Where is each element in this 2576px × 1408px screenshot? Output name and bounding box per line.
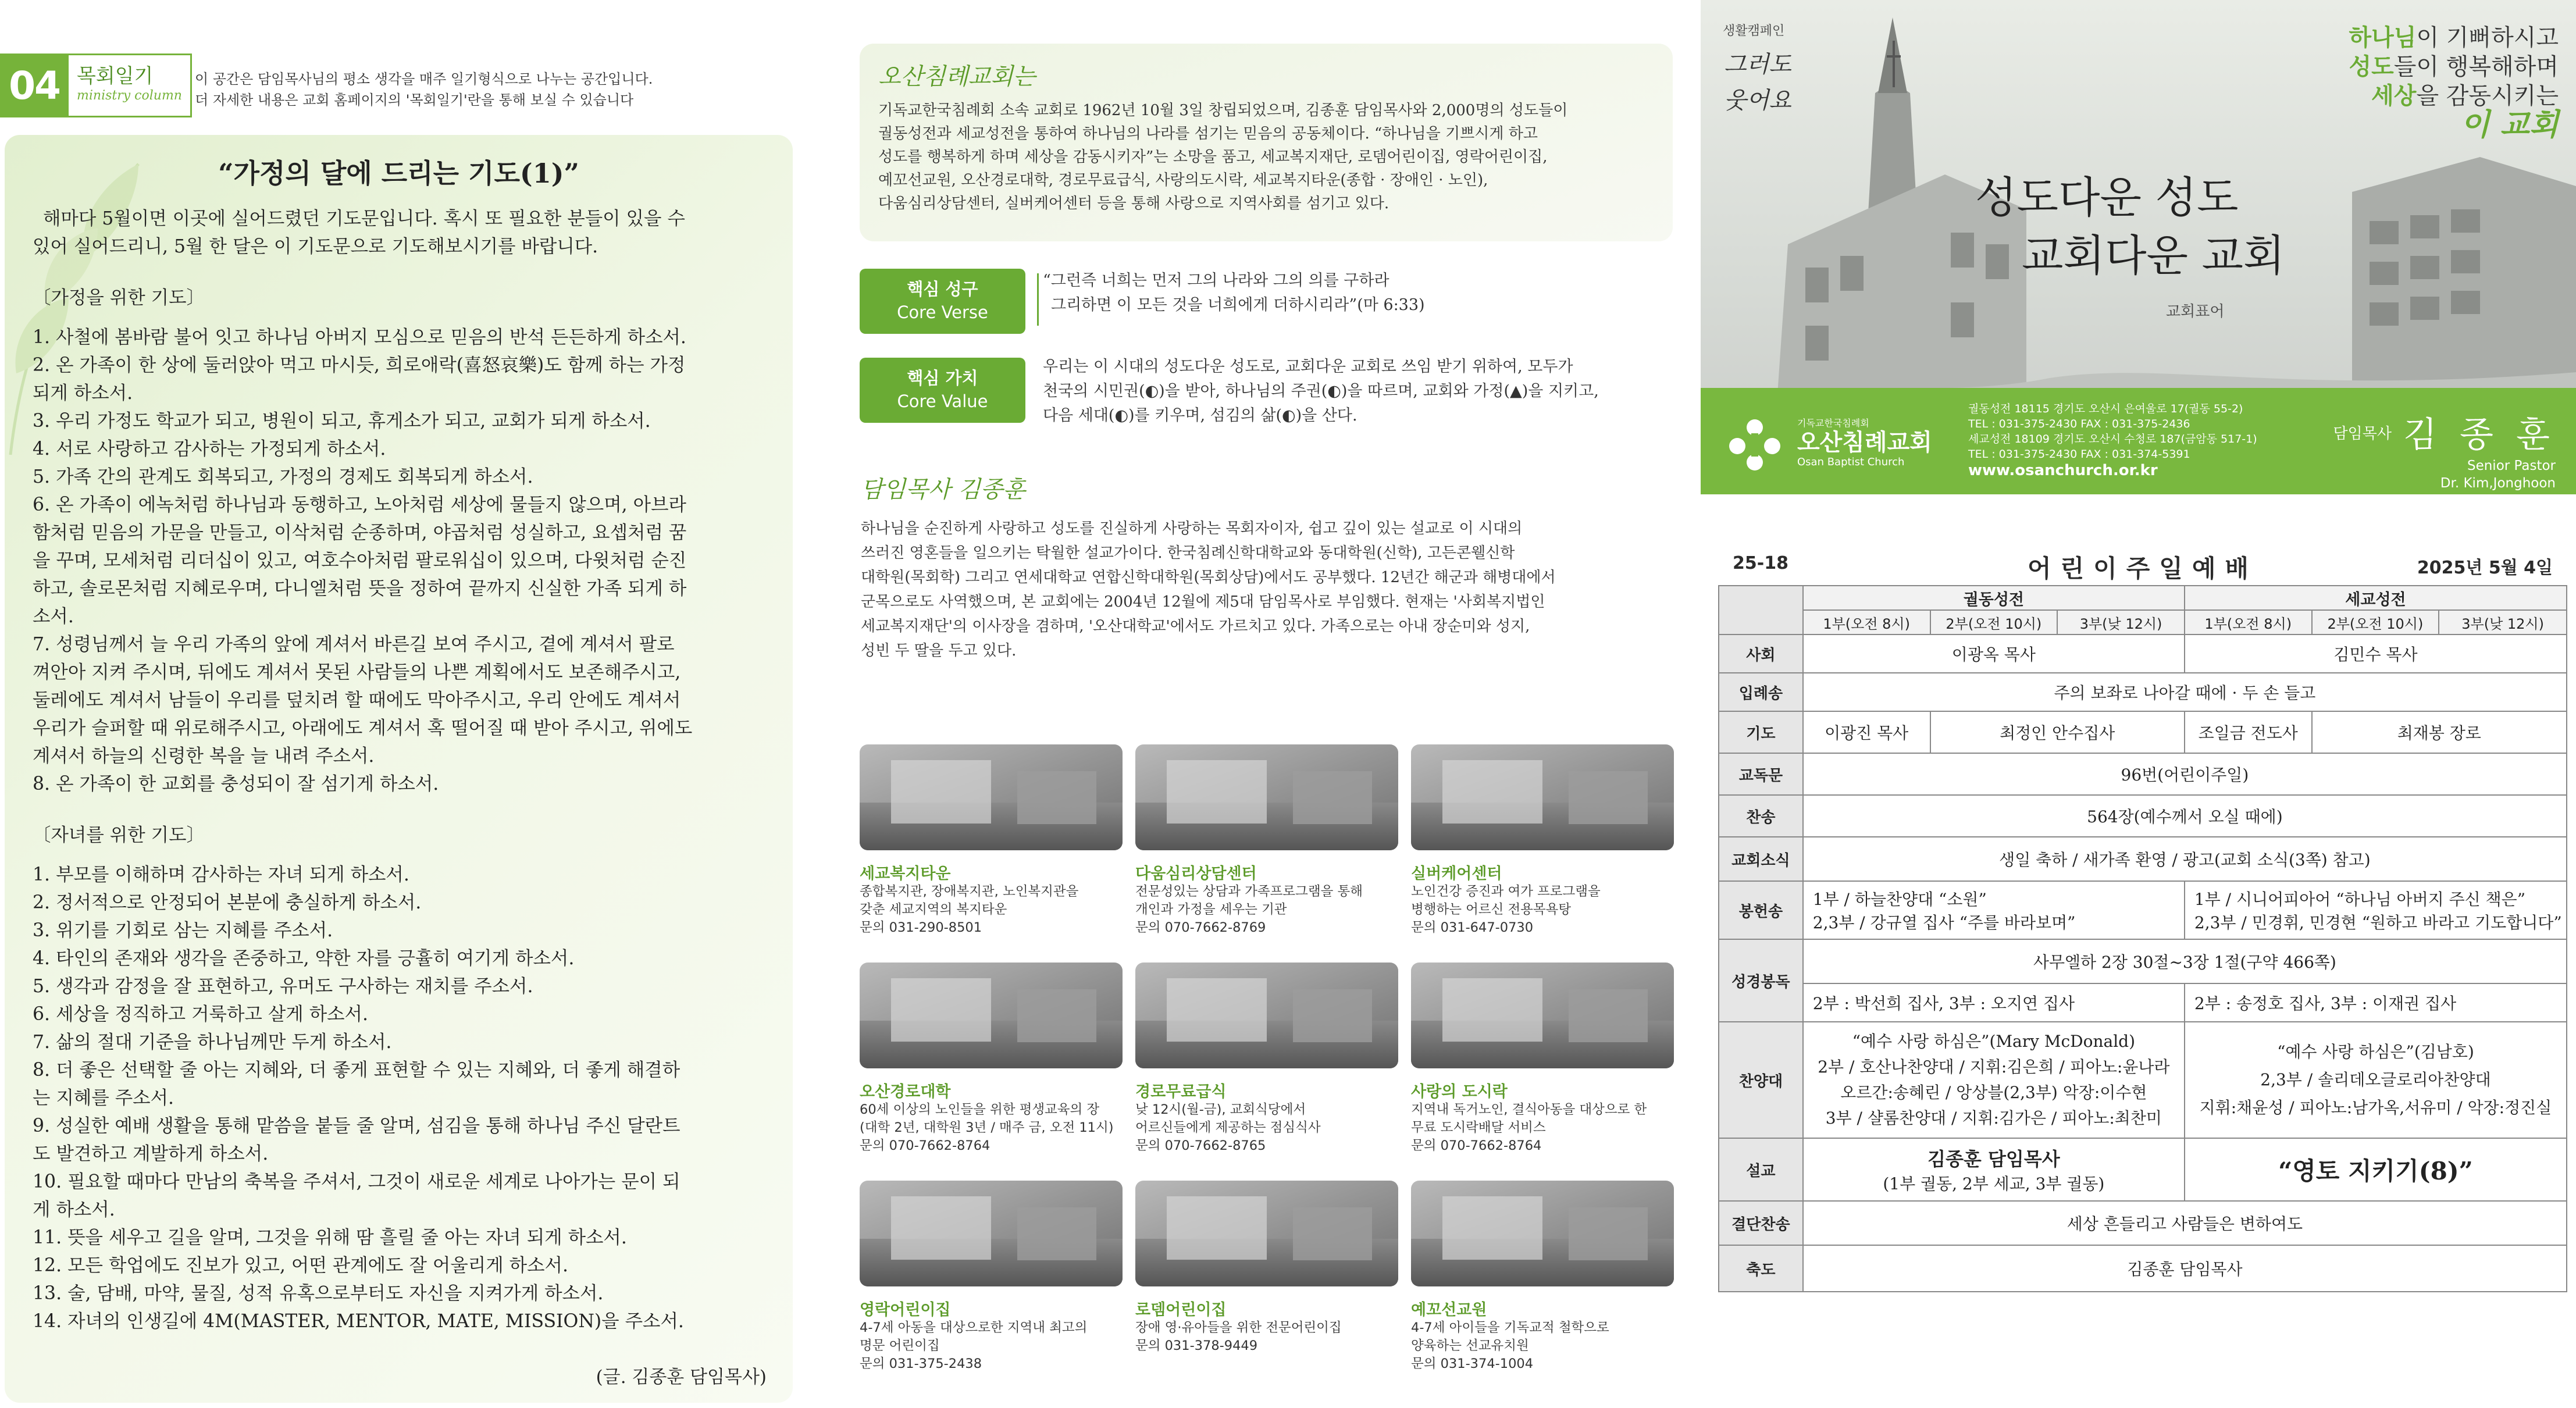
cover-panel — [1701, 0, 2576, 1408]
table-row — [1719, 711, 2567, 753]
value-line: 천국의 시민권(◐)을 받아, 하나님의 주권(◐)을 따르며, 교회와 가정(▲)을 지키고, — [1043, 382, 1599, 400]
about-box — [860, 44, 1673, 241]
section-desc-line: 더 자세한 내용은 교회 홈페이지의 '목회일기'란을 통해 보실 수 있습니다 — [195, 92, 634, 108]
service-slot: 2부(오전 10시) — [2312, 610, 2439, 635]
row-label: 성경봉독 — [1719, 939, 1803, 1022]
table-row — [1719, 983, 2567, 1022]
row-label: 축도 — [1719, 1245, 1803, 1292]
table-row — [1719, 1245, 2567, 1292]
table-cell: 생일 축하 / 새가족 환영 / 광고(교회 소식(3쪽) 참고) — [1803, 837, 2567, 881]
letter-intro-line: 해마다 5월이면 이곳에 실어드렸던 기도문입니다. 혹시 또 필요한 분들이 있을 수 — [43, 208, 685, 229]
church-denomination: 기독교한국침례회 — [1797, 418, 1869, 429]
table-cell — [2185, 1022, 2567, 1138]
prayer-line: 을 꾸며, 모세처럼 리더십이 있고, 여호수아처럼 팔로워십이 있으며, 다윗처럼 순진 — [33, 550, 687, 571]
ministry-desc-line: 어르신들에게 제공하는 점심식사 — [1135, 1120, 1321, 1135]
row-label: 입례송 — [1719, 673, 1803, 711]
table-cell — [1803, 1138, 2185, 1201]
prayer-line: 계셔서 하늘의 신령한 복을 늘 내려 주소서. — [33, 746, 375, 767]
church-motto — [1975, 169, 2285, 285]
slot-header-row — [1719, 610, 2567, 635]
prayer-line: 2. 정서적으로 안정되어 본분에 충실하게 하소서. — [33, 892, 422, 913]
address-line: TEL : 031-375-2430 FAX : 031-374-5391 — [1968, 448, 2190, 461]
section-desc-line: 이 공간은 담임목사님의 평소 생각을 매주 일기형식으로 나누는 공간입니다. — [195, 71, 653, 87]
section-badge — [0, 54, 192, 117]
campaign-title: 그러도 웃어요 — [1724, 51, 1791, 114]
table-row — [1719, 673, 2567, 711]
prayer-line: 되게 하소서. — [33, 383, 133, 404]
ministry-description — [1135, 1101, 1400, 1155]
service-slot: 3부(낮 12시) — [2057, 610, 2185, 635]
table-cell: 96번(어린이주일) — [1803, 753, 2567, 795]
pastor-line: 대학원(목회학) 그리고 연세대학교 연합신학대학원(목회상담)에서도 공부했다. 12년간 해군과 해병대에서 — [861, 569, 1556, 586]
ministry-desc-line: 무료 도시락배달 서비스 — [1411, 1120, 1546, 1135]
table-cell — [2185, 881, 2567, 939]
ministry-desc-line: 문의 031-647-0730 — [1411, 920, 1534, 935]
bulletin-date: 2025년 5월 4일 — [2417, 558, 2553, 578]
ministry-photo — [1135, 1181, 1398, 1286]
ministry-description — [1135, 883, 1400, 937]
ministry-title: 다움심리상담센터 — [1135, 865, 1257, 883]
pastor-title: 담임목사 김종훈 — [861, 476, 1026, 503]
ministry-desc-line: (대학 2년, 대학원 3년 / 매주 금, 오전 11시) — [860, 1120, 1114, 1135]
prayer-line: 6. 온 가족이 에녹처럼 하나님과 동행하고, 노아처럼 세상에 물들지 않으며, 아브라 — [33, 494, 686, 515]
prayer-line: 8. 더 좋은 선택할 줄 아는 지혜와, 더 좋게 표현할 수 있는 지혜와, 더 좋게 해결하 — [33, 1060, 680, 1081]
ministry-title: 예꼬선교원 — [1411, 1301, 1487, 1319]
ministry-desc-line: 4-7세 아이들을 기독교적 철학으로 — [1411, 1320, 1609, 1335]
ministry-desc-line: 문의 031-374-1004 — [1411, 1356, 1534, 1371]
ministry-description — [860, 883, 1124, 937]
pastor-line: 성빈 두 딸을 두고 있다. — [861, 642, 1017, 660]
ministry-desc-line: 문의 031-290-8501 — [860, 920, 982, 935]
offering-line: 2,3부 / 민경휘, 민경현 “원하고 바라고 기도합니다” — [2194, 913, 2562, 932]
order-of-service-table — [1718, 585, 2567, 1292]
slogan-keyword: 하나님 — [2349, 24, 2417, 51]
section-description — [195, 69, 771, 110]
table-cell: 세상 흔들리고 사람들은 변하여도 — [1803, 1201, 2567, 1245]
preacher-note: (1부 궐동, 2부 세교, 3부 궐동) — [1883, 1174, 2105, 1193]
table-cell: 조일금 전도사 — [2185, 711, 2312, 753]
ministry-desc-line: 갖춘 세교지역의 복지타운 — [860, 902, 1007, 917]
table-row — [1719, 753, 2567, 795]
about-line: 기독교한국침례회 소속 교회로 1962년 10월 3일 창립되었으며, 김종훈 담임목사와 2,000명의 성도들이 — [878, 102, 1568, 119]
letter-body — [33, 205, 771, 1335]
preacher-name: 김종훈 담임목사 — [1927, 1148, 2060, 1170]
corner-cell — [1719, 586, 1803, 635]
prayer-line: 8. 온 가족이 한 교회를 충성되이 잘 섬기게 하소서. — [33, 773, 439, 794]
choir-line: 2부 / 호산나찬양대 / 지휘:김은희 / 피아노:윤나라 — [1818, 1057, 2170, 1077]
ministry-title: 실버케어센터 — [1411, 865, 1502, 883]
core-verse-label-en: Core Verse — [897, 302, 988, 322]
table-cell: 주의 보좌로 나아갈 때에 · 두 손 들고 — [1803, 673, 2567, 711]
row-label: 찬송 — [1719, 795, 1803, 837]
church-name-block — [1797, 416, 1932, 468]
section-name — [69, 54, 192, 117]
pastor-signature — [2333, 407, 2556, 492]
address-line: 궐동성전 18115 경기도 오산시 은여울로 17(궐동 55-2) — [1968, 402, 2243, 415]
core-value-label-ko: 핵심 가치 — [907, 368, 978, 388]
bulletin-title: 어린이주일예배 — [2027, 554, 2258, 583]
table-row — [1719, 1201, 2567, 1245]
choir-line: “예수 사랑 하심은”(김남호) — [2277, 1042, 2474, 1061]
prayer-line: 둘레에도 계셔서 남들이 우리를 덮치려 할 때에도 막아주시고, 우리 안에도 계셔서 — [33, 690, 681, 711]
value-line: 우리는 이 시대의 성도다운 성도로, 교회다운 교회로 쓰임 받기 위하여, 모두가 — [1043, 358, 1573, 376]
ministry-photo — [1411, 744, 1674, 850]
prayer-line: 4. 서로 사랑하고 감사하는 가정되게 하소서. — [33, 439, 386, 459]
table-cell: 김종훈 담임목사 — [1803, 1245, 2567, 1292]
church-name: 오산침례교회 — [1797, 429, 1932, 456]
ministry-description — [860, 1101, 1124, 1155]
ministry-photo — [1411, 1181, 1674, 1286]
service-slot: 1부(오전 8시) — [2185, 610, 2312, 635]
ministry-desc-line: 낮 12시(월-금), 교회식당에서 — [1135, 1102, 1306, 1117]
table-row — [1719, 881, 2567, 939]
prayer-line: 7. 성령님께서 늘 우리 가족의 앞에 계셔서 바른길 보여 주시고, 곁에 계셔서 팔로 — [33, 634, 675, 655]
prayer-line: 11. 뜻을 세우고 길을 알며, 그것을 위해 땀 흘릴 줄 아는 자녀 되게 하소서. — [33, 1227, 627, 1248]
church-slogan — [2349, 23, 2559, 140]
ministry-desc-line: 양육하는 선교유치원 — [1411, 1338, 1529, 1353]
ministry-photo — [860, 1181, 1123, 1286]
bulletin-header — [1733, 550, 2553, 583]
motto-line: 성도다운 성도 — [1975, 173, 2239, 223]
ministry-desc-line: 명문 어린이집 — [860, 1338, 940, 1353]
pastor-title-en: Senior Pastor — [2467, 458, 2556, 473]
prayer-line: 13. 술, 담배, 마약, 물질, 성적 유혹으로부터도 자신을 지켜가게 하소서. — [33, 1283, 604, 1304]
campaign-label: 생활캠페인 — [1723, 24, 1785, 38]
section-name-ko: 목회일기 — [77, 65, 154, 88]
table-cell — [1803, 881, 2185, 939]
row-label: 기도 — [1719, 711, 1803, 753]
ministry-title: 로뎀어린이집 — [1135, 1301, 1227, 1319]
ministry-photo — [860, 744, 1123, 850]
about-text — [878, 99, 1663, 215]
core-value-label-en: Core Value — [897, 391, 988, 411]
prayer-line: 3. 위기를 기회로 삼는 지혜를 주소서. — [33, 920, 333, 941]
prayer-line: 하고, 솔로몬처럼 지혜로우며, 다니엘처럼 뜻을 정하여 끝까지 신실한 가족 되게 하 — [33, 578, 687, 599]
about-line: 예꼬선교원, 오산경로대학, 경로무료급식, 사랑의도시락, 세교복지타운(종합 · 장애인 · 노인), — [878, 172, 1488, 189]
table-cell: 2부 : 송정호 집사, 3부 : 이재권 집사 — [2185, 983, 2567, 1022]
table-cell — [1803, 1022, 2185, 1138]
choir-line: 2,3부 / 솔리데오글로리아찬양대 — [2260, 1070, 2491, 1089]
ministry-description — [1411, 1319, 1676, 1373]
sermon-title: “영토 지키기(8)” — [2278, 1157, 2473, 1185]
pastor-line: 세교복지재단'의 이사장을 겸하며, '오산대학교'에서도 가르치고 있다. 가족으로는 아내 장순미와 성지, — [861, 618, 1530, 635]
about-line: 다움심리상담센터, 실버케어센터 등을 통해 사랑으로 지역사회를 섬기고 있다. — [878, 195, 1389, 212]
ministry-desc-line: 문의 031-375-2438 — [860, 1356, 982, 1371]
prayer-line: 함처럼 믿음의 가문을 만들고, 이삭처럼 순종하며, 야곱처럼 성실하고, 요셉처럼 꿈 — [33, 522, 687, 543]
church-address — [1968, 401, 2294, 478]
prayer-line: 소서. — [33, 606, 74, 627]
choir-line: “예수 사랑 하심은”(Mary McDonald) — [1852, 1032, 2136, 1051]
table-row — [1719, 635, 2567, 673]
slogan-keyword: 성도 — [2349, 54, 2394, 80]
pastor-line: 하나님을 순진하게 사랑하고 성도를 진실하게 사랑하는 목회자이자, 쉽고 깊이 있는 설교로 이 시대의 — [861, 520, 1523, 537]
table-cell: 최재봉 장로 — [2312, 711, 2567, 753]
ministry-title: 사랑의 도시락 — [1411, 1083, 1508, 1101]
ministry-title: 경로무료급식 — [1135, 1083, 1227, 1101]
ministry-desc-line: 문의 070-7662-8765 — [1135, 1138, 1266, 1153]
ministry-desc-line: 병행하는 어르신 전용목욕탕 — [1411, 902, 1572, 917]
slogan-brand: 이 교회 — [2460, 108, 2559, 142]
pastor-name-en: Dr. Kim,Jonghoon — [2440, 476, 2556, 491]
campus-header: 궐동성전 — [1803, 586, 2185, 610]
ministry-photo — [1135, 963, 1398, 1068]
about-title: 오산침례교회는 — [878, 63, 1036, 90]
service-slot: 3부(낮 12시) — [2439, 610, 2567, 635]
letter-box — [5, 135, 793, 1403]
family-heading: 〔가정을 위한 기도〕 — [33, 287, 205, 308]
pastor-line: 쓰러진 영혼들을 일으키는 탁월한 설교가이다. 한국침례신학대학교와 동대학원(신학), 고든콘웰신학 — [861, 544, 1515, 562]
ministry-column-panel — [0, 0, 797, 1408]
core-verse-label — [860, 269, 1025, 334]
offering-line: 1부 / 시니어피아어 “하나님 아버지 주신 책은” — [2194, 890, 2526, 909]
cover-banner — [1701, 0, 2576, 494]
ministry-desc-line: 60세 이상의 노인들을 위한 평생교육의 장 — [860, 1102, 1100, 1117]
ministry-desc-line: 4-7세 아동을 대상으로한 지역내 최고의 — [860, 1320, 1088, 1335]
church-name-en: Osan Baptist Church — [1797, 456, 1905, 468]
slogan-text: 들이 행복해하며 — [2393, 54, 2559, 80]
ministry-description — [1411, 883, 1676, 937]
table-cell: 김민수 목사 — [2185, 635, 2567, 673]
ministry-desc-line: 종합복지관, 장애복지관, 노인복지관을 — [860, 884, 1079, 899]
children-heading: 〔자녀를 위한 기도〕 — [33, 825, 205, 846]
row-label: 봉헌송 — [1719, 881, 1803, 939]
service-slot: 2부(오전 10시) — [1930, 610, 2058, 635]
choir-line: 지휘:채윤성 / 피아노:남가옥,서유미 / 악장:정진실 — [2199, 1098, 2552, 1117]
prayer-line: 7. 삶의 절대 기준을 하나님께만 두게 하소서. — [33, 1032, 392, 1053]
church-website-link[interactable]: www.osanchurch.or.kr — [1968, 462, 2158, 479]
value-line: 다음 세대(◐)를 키우며, 섬김의 삶(◐)을 산다. — [1043, 407, 1358, 425]
table-row — [1719, 939, 2567, 983]
row-label: 교독문 — [1719, 753, 1803, 795]
table-row — [1719, 837, 2567, 881]
ministry-description — [1135, 1319, 1400, 1355]
prayer-line: 껴안아 지켜 주시며, 뒤에도 계셔서 못된 사람들의 나쁜 계획에서도 보존해주시고, — [33, 662, 681, 683]
prayer-line: 12. 모든 학업에도 진보가 있고, 어떤 관계에도 잘 어울리게 하소서. — [33, 1255, 568, 1276]
verse-line: 그리하면 이 모든 것을 너희에게 더하시리라”(마 6:33) — [1051, 296, 1425, 314]
campus-header: 세교성전 — [2185, 586, 2567, 610]
bulletin-number: 25-18 — [1733, 553, 1788, 573]
slogan-text: 이 기뻐하시고 — [2416, 24, 2559, 51]
prayer-line: 1. 부모를 이해하며 감사하는 자녀 되게 하소서. — [33, 864, 409, 885]
about-line: 성도를 행복하게 하며 세상을 감동시키자”는 소망을 품고, 세교복지재단, 로뎀어린이집, 영락어린이집, — [878, 148, 1548, 166]
prayer-line: 6. 세상을 정직하고 거룩하고 살게 하소서. — [33, 1004, 368, 1025]
ministry-desc-line: 문의 070-7662-8764 — [860, 1138, 991, 1153]
motto-line: 교회다운 교회 — [2022, 231, 2285, 281]
slogan-line — [2349, 52, 2559, 81]
ministry-photo — [1135, 744, 1398, 850]
address-line: 세교성전 18109 경기도 오산시 수청로 187(금암동 517-1) — [1968, 433, 2257, 445]
core-verse-text — [1043, 269, 1671, 318]
ministry-photo — [1411, 963, 1674, 1068]
table-cell — [2185, 1138, 2567, 1201]
choir-line: 오르간:송혜린 / 앙상블(2,3부) 악장:이수현 — [1840, 1083, 2147, 1102]
ministry-desc-line: 노인건강 증진과 여가 프로그램을 — [1411, 884, 1601, 899]
ministry-title: 오산경로대학 — [860, 1083, 951, 1101]
slogan-line — [2349, 81, 2559, 110]
table-row — [1719, 1022, 2567, 1138]
table-cell: 이광진 목사 — [1803, 711, 1930, 753]
section-number: 04 — [0, 54, 69, 117]
ministry-photo — [860, 963, 1123, 1068]
row-label: 교회소식 — [1719, 837, 1803, 881]
offering-line: 2,3부 / 강규열 집사 “주를 바라보며” — [1812, 913, 2076, 932]
table-cell: 이광옥 목사 — [1803, 635, 2185, 673]
table-row — [1719, 795, 2567, 837]
table-row — [1719, 1138, 2567, 1201]
slogan-keyword: 세상 — [2371, 83, 2417, 109]
ministry-title: 영락어린이집 — [860, 1301, 951, 1319]
row-label: 설교 — [1719, 1138, 1803, 1201]
church-logo-icon — [1723, 410, 1787, 474]
ministry-desc-line: 문의 070-7662-8769 — [1135, 920, 1266, 935]
children-prayer-list — [33, 861, 771, 1335]
prayer-line: 도 발견하고 계발하게 하소서. — [33, 1143, 269, 1164]
ministry-desc-line: 문의 070-7662-8764 — [1411, 1138, 1542, 1153]
verse-line: “그런즉 너희는 먼저 그의 나라와 그의 의를 구하라 — [1043, 272, 1389, 290]
letter-signature: (글. 김종훈 담임목사) — [596, 1367, 767, 1388]
campus-header-row — [1719, 586, 2567, 610]
church-info-panel — [860, 0, 1677, 1408]
section-name-en: ministry column — [77, 88, 182, 103]
address-line: TEL : 031-375-2430 FAX : 031-375-2436 — [1968, 418, 2190, 430]
prayer-line: 우리가 슬퍼할 때 위로해주시고, 아래에도 계셔서 혹 떨어질 때 받아 주시고, 위에도 — [33, 718, 693, 739]
ministry-description — [1411, 1101, 1676, 1155]
pastor-line: 군목으로도 사역했으며, 본 교회에는 2004년 12월에 제5대 담임목사로 부임했다. 현재는 '사회복지법인 — [861, 593, 1545, 611]
prayer-line: 5. 가족 간의 관계도 회복되고, 가정의 경제도 회복되게 하소서. — [33, 466, 533, 487]
ministry-desc-line: 장애 영·유아들을 위한 전문어린이집 — [1135, 1320, 1342, 1335]
prayer-line: 4. 타인의 존재와 생각을 존중하고, 약한 자를 긍휼히 여기게 하소서. — [33, 948, 575, 969]
prayer-line: 14. 자녀의 인생길에 4M(MASTER, MENTOR, MATE, MISSION)을 주소서. — [33, 1311, 684, 1332]
ministry-title: 세교복지타운 — [860, 865, 951, 883]
ministry-desc-line: 문의 031-378-9449 — [1135, 1338, 1258, 1353]
row-label: 찬양대 — [1719, 1022, 1803, 1138]
ministry-desc-line: 전문성있는 상담과 가족프로그램을 통해 — [1135, 884, 1363, 899]
service-slot: 1부(오전 8시) — [1803, 610, 1930, 635]
table-cell: 564장(예수께서 오실 때에) — [1803, 795, 2567, 837]
prayer-line: 1. 사철에 봄바람 불어 잇고 하나님 아버지 모심으로 믿음의 반석 든든하게 하소서. — [33, 327, 686, 348]
slogan-text: 을 감동시키는 — [2416, 83, 2559, 109]
ministry-desc-line: 지역내 독거노인, 결식아동을 대상으로 한 — [1411, 1102, 1647, 1117]
prayer-line: 5. 생각과 감정을 잘 표현하고, 유머도 구사하는 재치를 주소서. — [33, 976, 533, 997]
motto-label: 교회표어 — [2166, 303, 2225, 320]
prayer-line: 9. 성실한 예배 생활을 통해 맡씀을 붙들 줄 알며, 섬김을 통해 하나님 주신 달란트 — [33, 1115, 680, 1136]
prayer-line: 게 하소서. — [33, 1199, 115, 1220]
pastor-bio — [861, 516, 1672, 663]
ministry-description — [860, 1319, 1124, 1373]
prayer-line: 3. 우리 가정도 학교가 되고, 병원이 되고, 휴게소가 되고, 교회가 되게 하소서. — [33, 411, 651, 432]
offering-line: 1부 / 하늘찬양대 “소원” — [1812, 890, 1987, 909]
letter-title: “가정의 달에 드리는 기도(1)” — [218, 158, 579, 189]
core-value-text — [1043, 355, 1671, 428]
table-cell: 사무엘하 2장 30절~3장 1절(구약 466쪽) — [1803, 939, 2567, 983]
core-verse-label-ko: 핵심 성구 — [907, 279, 978, 299]
slogan-line — [2349, 23, 2559, 52]
row-label: 결단찬송 — [1719, 1201, 1803, 1245]
church-logo — [1723, 407, 1938, 477]
prayer-line: 는 지혜를 주소서. — [33, 1088, 174, 1108]
table-cell: 2부 : 박선희 집사, 3부 : 오지연 집사 — [1803, 983, 2185, 1022]
pastor-name: 김 종 훈 — [2403, 415, 2556, 455]
pastor-label: 담임목사 — [2333, 425, 2392, 443]
about-line: 궐동성전과 세교성전을 통하여 하나님의 나라를 섬기는 믿음의 공동체이다. “하나님을 기쁘시게 하고 — [878, 125, 1538, 142]
core-value-label — [860, 358, 1025, 423]
prayer-line: 10. 필요할 때마다 만남의 축복을 주셔서, 그것이 새로운 세계로 나아가는 문이 되 — [33, 1171, 680, 1192]
ministry-desc-line: 개인과 가정을 세우는 기관 — [1135, 902, 1287, 917]
row-label: 사회 — [1719, 635, 1803, 673]
prayer-line: 2. 온 가족이 한 상에 둘러앉아 먹고 마시듯, 희로애락(喜怒哀樂)도 함께 하는 가정 — [33, 355, 686, 376]
letter-intro-line: 있어 실어드리니, 5월 한 달은 이 기도문으로 기도해보시기를 바랍니다. — [33, 236, 598, 257]
table-cell: 최정인 안수집사 — [1930, 711, 2185, 753]
family-prayer-list — [33, 323, 771, 798]
choir-line: 3부 / 샬롬찬양대 / 지휘:김가은 / 피아노:최찬미 — [1825, 1108, 2162, 1128]
